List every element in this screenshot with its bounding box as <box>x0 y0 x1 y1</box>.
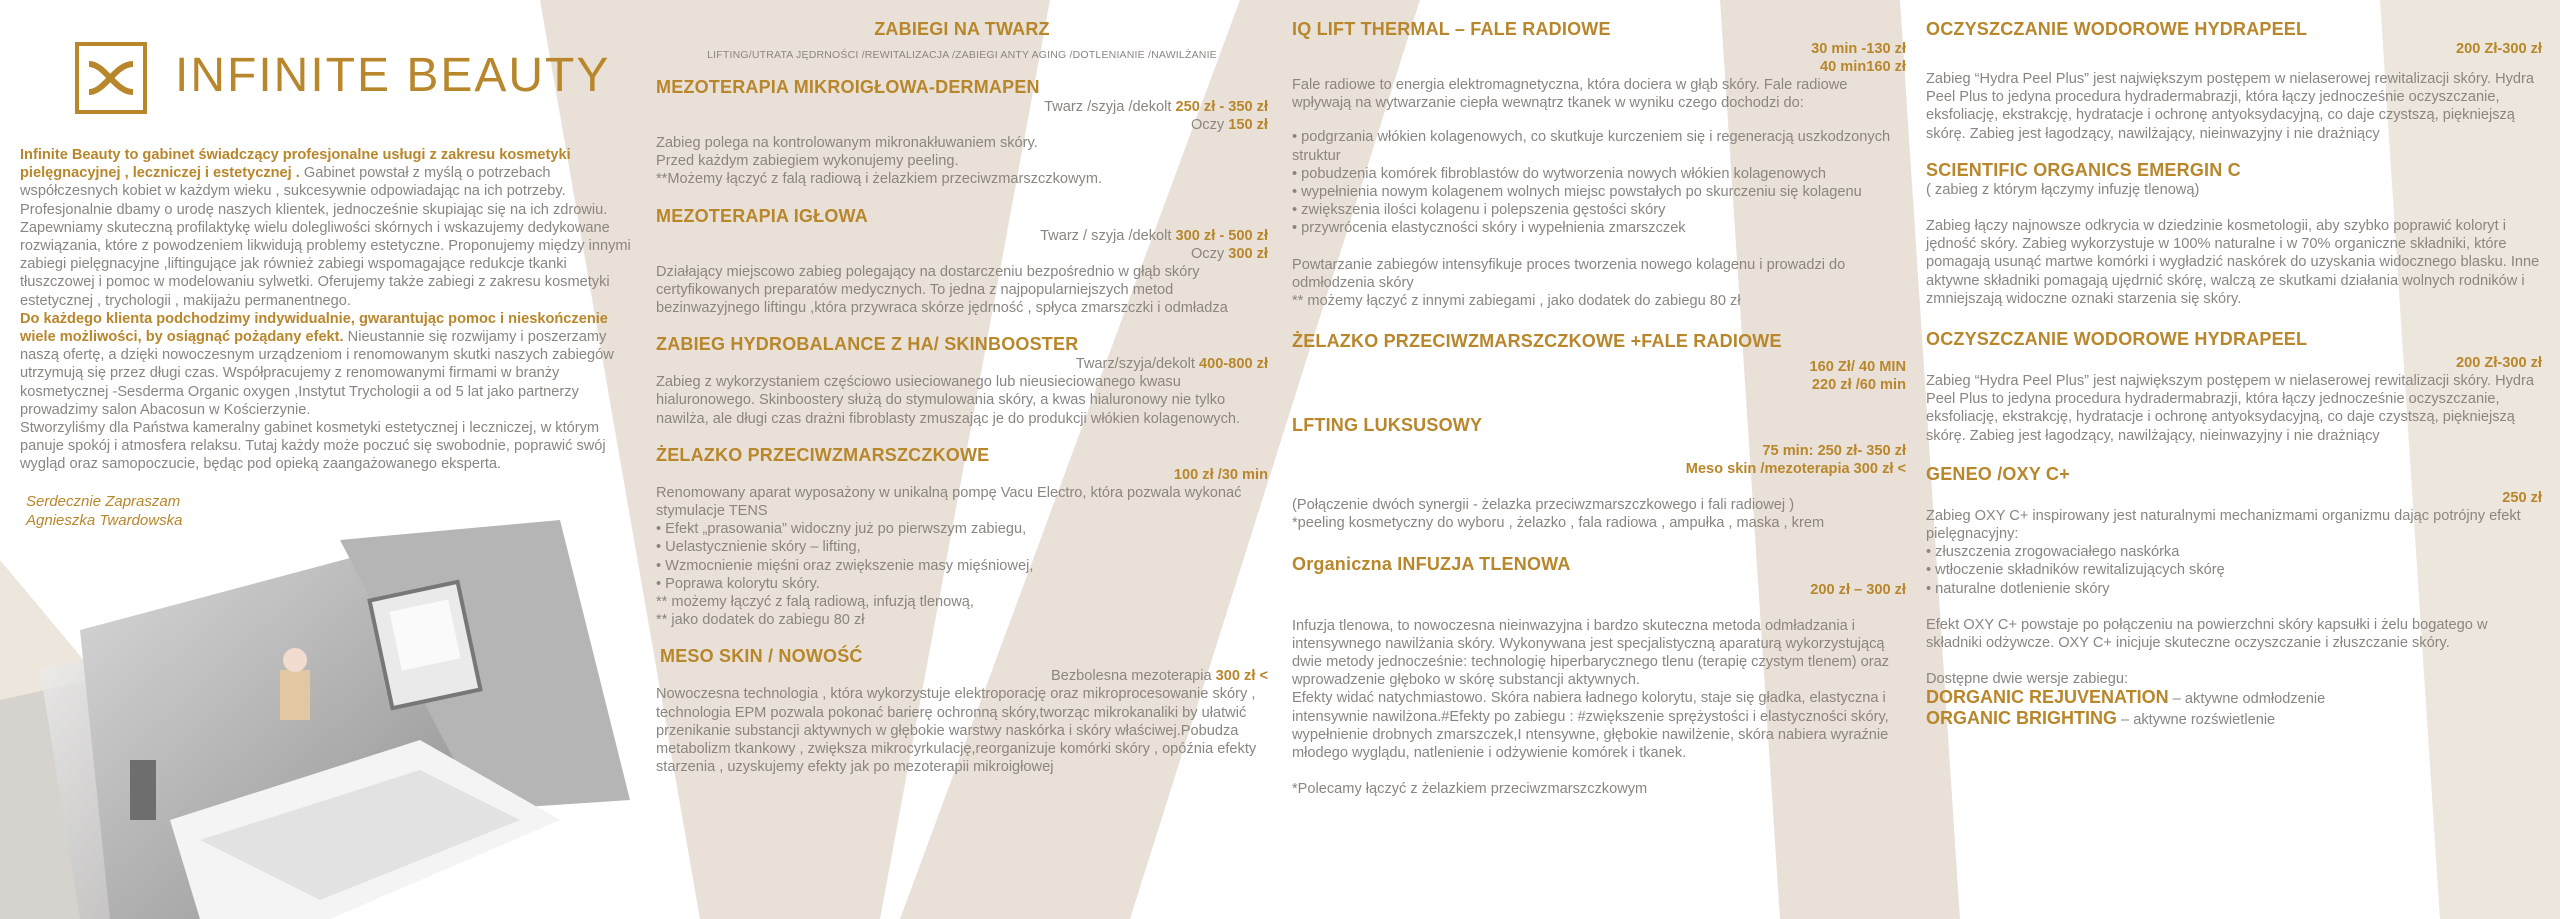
list-item: • naturalne dotlenienie skóry <box>1926 580 2542 598</box>
intro-p3: Nieustannie się rozwijamy i poszerzamy naszą ofertę, a dzięki nowoczesnym urządzeniom i renomowanym skutki naszych zabiegów utrzymują się przez długi czas. Współpracujemy z renomowanymi firmami w branży kosmetycznej -Sesderma Organic oxygen ,Instytut Trychologii a od 5 lat jako partnerzy prowadzimy salon Abacosun w Kościerzynie. <box>20 329 614 418</box>
price-line: Twarz / szyja /dekolt 300 zł - 500 zł <box>1040 227 1268 244</box>
desc: Zabieg “Hydra Peel Plus” jest największym postępem w nielaserowej rewitalizacji skóry. Hydra Peel Plus to jedyna procedura hydradermabrazji, która łączy jednocześnie oczyszczanie, eksfoliację, ekstrakcję, hydratacje i ochronę antyoksydacyjną, co daje czystszą, piękniejszą skórę. Zabieg jest łagodzący, nawilżający, nieinwazyjny i nie drażniący <box>1926 71 2535 142</box>
section-title: ZABIEGI NA TWARZ <box>874 19 1050 39</box>
desc: Zabieg z wykorzystaniem częściowo usieciowanego lub nieusieciowanego kwasu hialuronowego. Skinboostery służą do stymulowania skóry, a kwas hialuronowy nie tylko nawilża, ale długi czas drażni fibroblasty zmuszając je do produkcji włókien kolagenowych. <box>656 374 1241 427</box>
price-line: 160 Zł/ 40 MIN <box>1809 359 1906 376</box>
list-item: • złuszczenia zrogowaciałego naskórka <box>1926 543 2542 561</box>
desc: Dostępne dwie wersje zabiegu: <box>1926 671 2128 688</box>
variant-name: ORGANIC BRIGHTING <box>1926 707 2117 728</box>
effects-list <box>656 520 1268 593</box>
price-line: 200 Zł-300 zł <box>2456 355 2542 372</box>
list-item: • pobudzenia komórek fibroblastów do wytworzenia nowych włókien kolagenowych <box>1292 165 1906 183</box>
list-item: • zwiększenia ilości kolagenu i polepszenia gęstości skóry <box>1292 201 1906 219</box>
face-treatments-column <box>656 0 1268 776</box>
desc: Fale radiowe to energia elektromagnetyczna, która dociera w głąb skóry. Fale radiowe wpływają na wytwarzanie ciepła wewnątrz tkanek w wyniku czego dochodzi do: <box>1292 77 1848 112</box>
list-item: • Efekt „prasowania” widoczny już po pierwszym zabiegu, <box>656 520 1268 538</box>
effects-list <box>1292 128 1906 237</box>
mezoterapia-mikroiglowa-title: MEZOTERAPIA MIKROIGŁOWA-DERMAPEN <box>656 77 1040 97</box>
list-item: • wypełnienia nowym kolagenem wolnych miejsc powstałych po skurczeniu się kolagenu <box>1292 183 1906 201</box>
variant-desc: – aktywne rozświetlenie <box>2117 711 2276 728</box>
desc: Działający miejscowo zabieg polegający na dostarczeniu bezpośrednio w głąb skóry certyfikowanych preparatów medycznych. To jedna z najpopularniejszych metod bezinwazyjnego liftingu ,która przywraca skórze jędrność , spłyca zmarszczki i odmładza <box>656 263 1228 317</box>
intro-p4: Stworzyliśmy dla Państwa kameralny gabinet kosmetyki estetycznej i leczniczej, w którym panuje spokój i atmosfera relaksu. Tutaj każdy może poczuć się swobodnie, poprawić swój wygląd oraz samopoczucie, będąc pod opieką zaangażowanego eksperta. <box>20 420 606 473</box>
price-line: 200 zł – 300 zł <box>1810 581 1906 598</box>
price-line: Meso skin /mezoterapia 300 zł < <box>1685 461 1906 478</box>
infuzja-tlenowa-title: Organiczna INFUZJA TLENOWA <box>1292 553 1571 574</box>
list-item: • Uelastycznienie skóry – lifting, <box>656 538 1268 556</box>
variant-name: DORGANIC REJUVENATION <box>1926 687 2169 708</box>
subtitle: ( zabieg z którym łączymy infuzję tlenową) <box>1926 181 2200 198</box>
variant-desc: – aktywne odmłodzenie <box>2168 691 2326 708</box>
note: ** możemy łączyć z innymi zabiegami , jako dodatek do zabiegu 80 zł <box>1292 293 1741 310</box>
effects-list <box>1926 543 2542 598</box>
lifting-luksusowy-title: LFTING LUKSUSOWY <box>1292 415 1483 436</box>
iq-lift-title: IQ LIFT THERMAL – FALE RADIOWE <box>1292 19 1611 39</box>
desc: Infuzja tlenowa, to nowoczesna nieinwazyjna i bardzo skuteczna metoda odmładzania i intensywnego nawilżania skóry. Wykonywana jest specjalistyczną aparaturą wykorzystującą dwie metody jednocześnie: technologię hiperbarycznego tlenu (terapię czystym tlenem) oraz wprowadzenie głęboko w skórę substancji aktywnych. <box>1292 617 1890 689</box>
price-line: 30 min -130 zł <box>1811 41 1906 57</box>
brand-name: INFINITE BEAUTY <box>175 49 611 102</box>
price-line: Twarz /szyja /dekolt 250 zł - 350 zł <box>1044 99 1268 115</box>
price-line: 75 min: 250 zł- 350 zł <box>1762 443 1906 460</box>
desc: Nowoczesna technologia , która wykorzystuje elektroporację oraz mikroprocesowanie skóry , technologia EPM pozwala pokonać barierę ochronną skóry,tworząc mikrokanaliki by ułatwić przenikanie substancji aktywnych w głębokie warstwy naskórka i skóry właściwej.Pobudza metabolizm tkankowy , zwiększa mikrocyrkulację,reorganizuje komórki skóry , opóźnia efekty starzenia , uzyskujemy efekty jak po mezoterapii mikroigłowej <box>656 686 1257 776</box>
treatments-column-2 <box>1292 0 1906 798</box>
desc: Zabieg “Hydra Peel Plus” jest największym postępem w nielaserowej rewitalizacji skóry. Hydra Peel Plus to jedyna procedura hydradermabrazji, która łączy jednocześnie oczyszczanie, eksfoliację, ekstrakcję, hydratacje i ochronę antyoksydacyjną, co daje czystszą, piękniejszą skórę. Zabieg jest łagodzący, nawilżający, nieinwazyjny i nie drażniący <box>1926 373 2535 444</box>
price-line: 100 zł /30 min <box>1173 466 1268 483</box>
desc: Efekty widać natychmiastowo. Skóra nabiera ładnego kolorytu, staje się gładka, elastyczna i intensywnie nawilżona.#Efekty po zabiegu : #zwiększenie sprężystości i elastyczności skóry, wypełnienie drobnych zmarszczek,I ntensywne, głębokie nawilżenie, skóra nabiera wyraźnie młodego wyglądu, natlenienie i odżywienie komórek i tkanek. <box>1292 690 1889 762</box>
desc: (Połączenie dwóch synergii - żelazka przeciwzmarszczkowego i fali radiowej ) <box>1292 497 1795 514</box>
price-line: 220 zł /60 min <box>1811 377 1906 394</box>
list-item: • wtłoczenie składników rewitalizujących skórę <box>1926 561 2542 579</box>
hydrobalance-title: ZABIEG HYDROBALANCE Z HA/ SKINBOOSTER <box>656 334 1079 355</box>
treatments-column-3 <box>1926 0 2542 729</box>
emergin-c-title: SCIENTIFIC ORGANICS EMERGIN C <box>1926 159 2241 180</box>
price-line: Twarz/szyja/dekolt 400-800 zł <box>1075 356 1268 373</box>
note: Powtarzanie zabiegów intensyfikuje proces tworzenia nowego kolagenu i prowadzi do odmłodzenia skóry <box>1292 256 1846 291</box>
desc: Efekt OXY C+ powstaje po połączeniu na powierzchni skóry kapsułki i żelu bogatego w składniki odżywcze. OXY C+ inicjuje skuteczne oczyszczanie i złuszczanie skóry. <box>1926 616 2488 652</box>
signature-line-1: Serdecznie Zapraszam <box>26 492 181 510</box>
zelazko-fale-title: ŻELAZKO PRZECIWZMARSZCZKOWE +FALE RADIOWE <box>1292 331 1782 352</box>
desc: Zabieg łączy najnowsze odkrycia w dziedzinie kosmetologii, aby szybko poprawić koloryt i jędność skóry. Zabieg wykorzystuje w 100% naturalne i w 70% organiczne składniki, które pomagają usunąć martwe komórki i wygładzić naskórek do uzyskania widocznego blasku. Inne aktywne składniki pomagają ujędrnić skórę, walczą ze skutkami działania wolnych rodników i zmniejszają widoczne oznaki starzenia się skóry. <box>1926 218 2540 307</box>
hydrapeel-title: OCZYSZCZANIE WODOROWE HYDRAPEEL <box>1926 19 2308 39</box>
price-line: 250 zł <box>2502 489 2542 506</box>
desc: **Możemy łączyć z falą radiową i żelazkiem przeciwzmarszczkowym. <box>656 171 1103 188</box>
list-item: • przywrócenia elastyczności skóry i wypełnienia zmarszczek <box>1292 219 1906 237</box>
list-item: • podgrzania włókien kolagenowych, co skutkuje kurczeniem się i regeneracją uszkodzonych struktur <box>1292 128 1906 164</box>
list-item: • Poprawa kolorytu skóry. <box>656 575 1268 593</box>
desc: Przed każdym zabiegiem wykonujemy peeling. <box>656 153 959 170</box>
infinite-beauty-logo-icon <box>75 42 147 114</box>
list-item: • Wzmocnienie mięśni oraz zwiększenie masy mięśniowej, <box>656 557 1268 575</box>
note: *Polecamy łączyć z żelazkiem przeciwzmarszczkowym <box>1292 781 1648 798</box>
intro-p2: Profesjonalnie dbamy o urodę naszych klientek, jednocześnie skupiając się na ich zdrowiu. Zapewniamy skuteczną profilaktykę wielu dolegliwości skórnych i wskazujemy dedykowane rozwiązania, które z powodzeniem likwidują problemy estetyczne. Proponujemy między innymi zabiegi pielęgnacyjne ,liftingujące jak również zabiegi wspomagające redukcje tkanki tłuszczowej i pomoc w modelowaniu sylwetki. Oferujemy także zabiegi z zakresu kosmetyki estetycznej , trychologii , makijażu permanentnego. <box>20 201 631 309</box>
price-line: Oczy 150 zł <box>1190 117 1268 133</box>
salon-photo-collage <box>0 520 640 919</box>
desc: Zabieg polega na kontrolowanym mikronakłuwaniem skóry. <box>656 135 1038 151</box>
note: ** jako dodatek do zabiegu 80 zł <box>656 612 865 629</box>
price-line: Bezbolesna mezoterapia 300 zł < <box>1050 668 1268 685</box>
geneo-title: GENEO /OXY C+ <box>1926 463 2070 484</box>
mezoterapia-iglowa-title: MEZOTERAPIA IGŁOWA <box>656 205 868 226</box>
desc: Zabieg OXY C+ inspirowany jest naturalnymi mechanizmami organizmu dając potrójny efekt pielęgnacyjny: <box>1926 507 2521 543</box>
signature-line-2: Agnieszka Twardowska <box>26 511 183 529</box>
intro-p1: Gabinet powstał z myślą o potrzebach współczesnych kobiet w każdym wieku , sukcesywnie odpowiadając na ich potrzeby. <box>20 165 566 200</box>
price-line: 200 Zł-300 zł <box>2456 41 2542 57</box>
intro-lead: Infinite Beauty to gabinet świadczący profesjonalne usługi z zakresu kosmetyki pielęgnacyjnej , leczniczej i estetycznej . <box>20 147 571 182</box>
desc: Renomowany aparat wyposażony w unikalną pompę Vacu Electro, która pozwala wykonać stymulacje TENS <box>656 484 1242 520</box>
intro-p3-lead: Do każdego klienta podchodzimy indywidualnie, gwarantując pomoc i nieskończenie wiele możliwości, by osiągnąć pożądany efekt. <box>20 310 608 346</box>
desc: *peeling kosmetyczny do wyboru , żelazko , fala radiowa , ampułka , maska , krem <box>1292 515 1825 532</box>
hydrapeel-title-2: OCZYSZCZANIE WODOROWE HYDRAPEEL <box>1926 329 2308 350</box>
meso-skin-title: MESO SKIN / NOWOŚĆ <box>660 646 863 667</box>
section-subtitle: LIFTING/UTRATA JĘDRNOŚCI /REWITALIZACJA /ZABIEGI ANTY AGING /DOTLENIANIE /NAWILŻANIE <box>707 49 1217 61</box>
price-line: 40 min160 zł <box>1820 59 1906 75</box>
note: ** możemy łączyć z falą radiową, infuzją tlenową, <box>656 594 974 611</box>
price-line: Oczy 300 zł <box>1190 245 1268 262</box>
zelazko-title: ŻELAZKO PRZECIWZMARSZCZKOWE <box>656 444 990 465</box>
